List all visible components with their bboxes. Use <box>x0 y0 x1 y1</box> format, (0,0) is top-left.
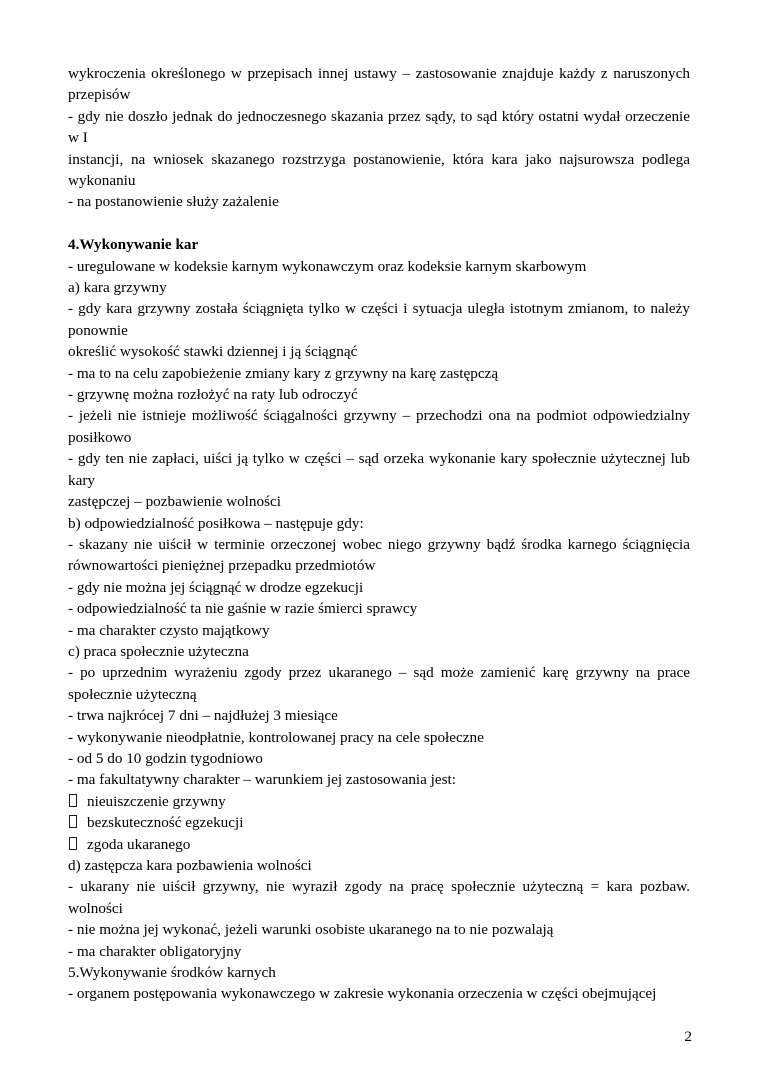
paragraph: - wykonywanie nieodpłatnie, kontrolowanej pracy na cele społeczne <box>68 728 484 746</box>
checkbox-item-label: bezskuteczność egzekucji <box>87 814 244 832</box>
paragraph: - po uprzednim wyrażeniu zgody przez ukaranego – sąd może zamienić karę grzywny na prace społecznie użyteczną <box>68 664 690 703</box>
paragraph: - ukarany nie uiścił grzywny, nie wyraził zgody na pracę społecznie użyteczną = kara pozbaw. wolności <box>68 878 690 917</box>
paragraph: - gdy ten nie zapłaci, uiści ją tylko w części – sąd orzeka wykonanie kary społecznie użytecznej lub kary <box>68 450 690 489</box>
paragraph: - odpowiedzialność ta nie gaśnie w razie śmierci sprawcy <box>68 600 418 618</box>
paragraph: - trwa najkrócej 7 dni – najdłużej 3 miesiące <box>68 707 338 725</box>
checkbox-list-item <box>68 791 690 812</box>
checkbox-bullet-icon <box>69 837 77 850</box>
checkbox-list-item <box>68 812 690 833</box>
section-heading: 4.Wykonywanie kar <box>68 236 199 254</box>
checkbox-bullet-icon <box>69 815 77 828</box>
document-body <box>68 63 690 1005</box>
paragraph: d) zastępcza kara pozbawienia wolności <box>68 857 312 875</box>
paragraph: - gdy nie doszło jednak do jednoczesnego skazania przez sądy, to sąd który ostatni wydał orzeczenie w I <box>68 107 690 147</box>
checkbox-bullet-icon <box>69 794 77 807</box>
paragraph: - ma to na celu zapobieżenie zmiany kary z grzywny na karę zastępczą <box>68 364 499 382</box>
paragraph: zastępczej – pozbawienie wolności <box>68 493 281 511</box>
paragraph: - grzywnę można rozłożyć na raty lub odroczyć <box>68 386 358 404</box>
page-number: 2 <box>684 1027 692 1045</box>
blank-line <box>68 213 690 234</box>
paragraph: - od 5 do 10 godzin tygodniowo <box>68 749 263 767</box>
paragraph: - gdy nie można jej ściągnąć w drodze egzekucji <box>68 578 364 596</box>
paragraph: c) praca społecznie użyteczna <box>68 642 249 660</box>
paragraph: określić wysokość stawki dziennej i ją ściągnąć <box>68 343 358 361</box>
paragraph: a) kara grzywny <box>68 279 167 297</box>
paragraph: - jeżeli nie istnieje możliwość ściągalności grzywny – przechodzi ona na podmiot odpowiedzialny posiłkowo <box>68 407 690 446</box>
checkbox-list-item <box>68 834 690 855</box>
paragraph: - na postanowienie służy zażalenie <box>68 193 279 211</box>
paragraph: - organem postępowania wykonawczego w zakresie wykonania orzeczenia w części obejmującej <box>68 985 657 1003</box>
paragraph: - skazany nie uiścił w terminie orzeczonej wobec niego grzywny bądź środka karnego ściągnięcia równowartości pieniężnej przepadku przedmiotów <box>68 535 690 575</box>
paragraph: 5.Wykonywanie środków karnych <box>68 964 276 982</box>
paragraph: - nie można jej wykonać, jeżeli warunki osobiste ukaranego na to nie pozwalają <box>68 921 554 939</box>
paragraph: - ma fakultatywny charakter – warunkiem jej zastosowania jest: <box>68 771 456 789</box>
paragraph: - ma charakter czysto majątkowy <box>68 621 270 639</box>
checkbox-item-label: nieuiszczenie grzywny <box>87 792 226 810</box>
paragraph: instancji, na wniosek skazanego rozstrzyga postanowienie, która kara jako najsurowsza podlega wykonaniu <box>68 150 690 190</box>
paragraph: wykroczenia określonego w przepisach innej ustawy – zastosowanie znajduje każdy z naruszonych przepisów <box>68 65 690 104</box>
paragraph: - gdy kara grzywny została ściągnięta tylko w części i sytuacja uległa istotnym zmianom, to należy ponownie <box>68 300 690 339</box>
paragraph: - uregulowane w kodeksie karnym wykonawczym oraz kodeksie karnym skarbowym <box>68 257 587 275</box>
paragraph: - ma charakter obligatoryjny <box>68 942 242 960</box>
paragraph: b) odpowiedzialność posiłkowa – następuje gdy: <box>68 514 364 532</box>
checkbox-item-label: zgoda ukaranego <box>87 835 191 853</box>
